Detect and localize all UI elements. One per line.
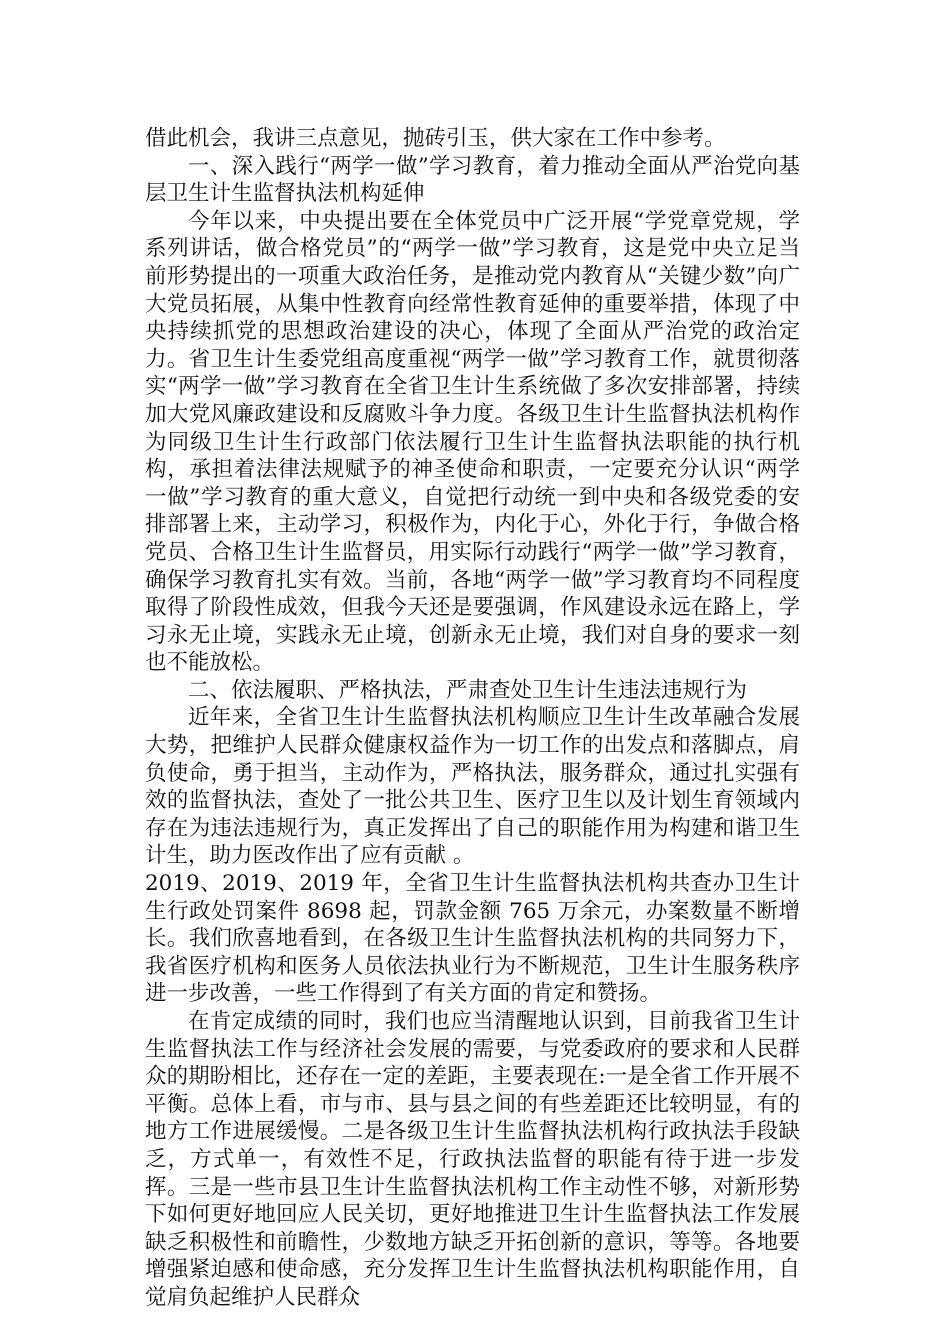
paragraph-recent-years: 近年来，全省卫生计生监督执法机构顺应卫生计生改革融合发展大势，把维护人民群众健康权益作为一切工作的出发点和落脚点，肩负使命，勇于担当，主动作为，严格执法，服务群众，通过扎实强有效的监督执法，查处了一批公共卫生、医疗卫生以及计划生育领域内存在为违法违规行为，真正发挥出了自己的职能作用为构建和谐卫生计生，助力医改作出了应有贡献 。: [145, 705, 800, 869]
paragraph-intro: 借此机会，我讲三点意见，抛砖引玉，供大家在工作中参考。: [145, 126, 726, 151]
section-heading-one: 一、深入践行“两学一做”学习教育，着力推动全面从严治党向基层卫生计生监督执法机构延伸: [145, 153, 800, 207]
paragraph-two-learn-one-do: 今年以来，中央提出要在全体党员中广泛开展“学党章党规，学系列讲话，做合格党员”的“两学一做”学习教育，这是党中央立足当前形势提出的一项重大政治任务，是推动党内教育从“关键少数”向广大党员拓展，从集中性教育向经常性教育延伸的重要举措，体现了中央持续抓党的思想政治建设的决心，体现了全面从严治党的政治定力。省卫生计生委党组高度重视“两学一做”学习教育工作，就贯彻落实“两学一做”学习教育在全省卫生计生系统做了多次安排部署，持续加大党风廉政建设和反腐败斗争力度。各级卫生计生监督执法机构作为同级卫生计生行政部门依法履行卫生计生监督执法职能的执行机构，承担着法律法规赋予的神圣使命和职责，一定要充分认识“两学一做”学习教育的重大意义，自觉把行动统一到中央和各级党委的安排部署上来，主动学习，积极作为，内化于心，外化于行，争做合格党员、合格卫生计生监督员，用实际行动践行“两学一做”学习教育，确保学习教育扎实有效。当前，各地“两学一做”学习教育均不同程度取得了阶段性成效，但我今天还是要强调，作风建设永远在路上，学习永无止境，实践永无止境，创新永无止境，我们对自身的要求一刻也不能放松。: [145, 208, 800, 676]
paragraph-shortcomings: 在肯定成绩的同时，我们也应当清醒地认识到，目前我省卫生计生监督执法工作与经济社会发展的需要，与党委政府的要求和人民群众的期盼相比，还存在一定的差距，主要表现在:一是全省工作开展不平衡。总体上看，市与市、县与县之间的有些差距还比较明显，有的地方工作进展缓慢。二是各级卫生计生监督执法机构行政执法手段缺乏，方式单一，有效性不足，行政执法监督的职能有待于进一步发挥。三是一些市县卫生计生监督执法机构工作主动性不够，对新形势下如何更好地回应人民关切，更好地推进卫生计生监督执法工作发展缺乏积极性和前瞻性，少数地方缺乏开拓创新的意识，等等。各地要增强紧迫感和使命感，充分发挥卫生计生监督执法机构职能作用，自觉肩负起维护人民群众: [145, 1009, 800, 1310]
section-heading-two: 二、依法履职、严格执法，严肃查处卫生计生违法违规行为: [188, 677, 748, 703]
paragraph-statistics: 2019、2019、2019 年，全省卫生计生监督执法机构共查办卫生计生行政处罚案件 8698 起，罚款金额 765 万余元，办案数量不断增长。我们欣喜地看到，在各级卫生计生监督执法机构的共同努力下，我省医疗机构和医务人员依法执业行为不断规范，卫生计生服务秩序进一步改善，一些工作得到了有关方面的肯定和赞扬。: [145, 871, 800, 1007]
document-body: [145, 125, 800, 1312]
